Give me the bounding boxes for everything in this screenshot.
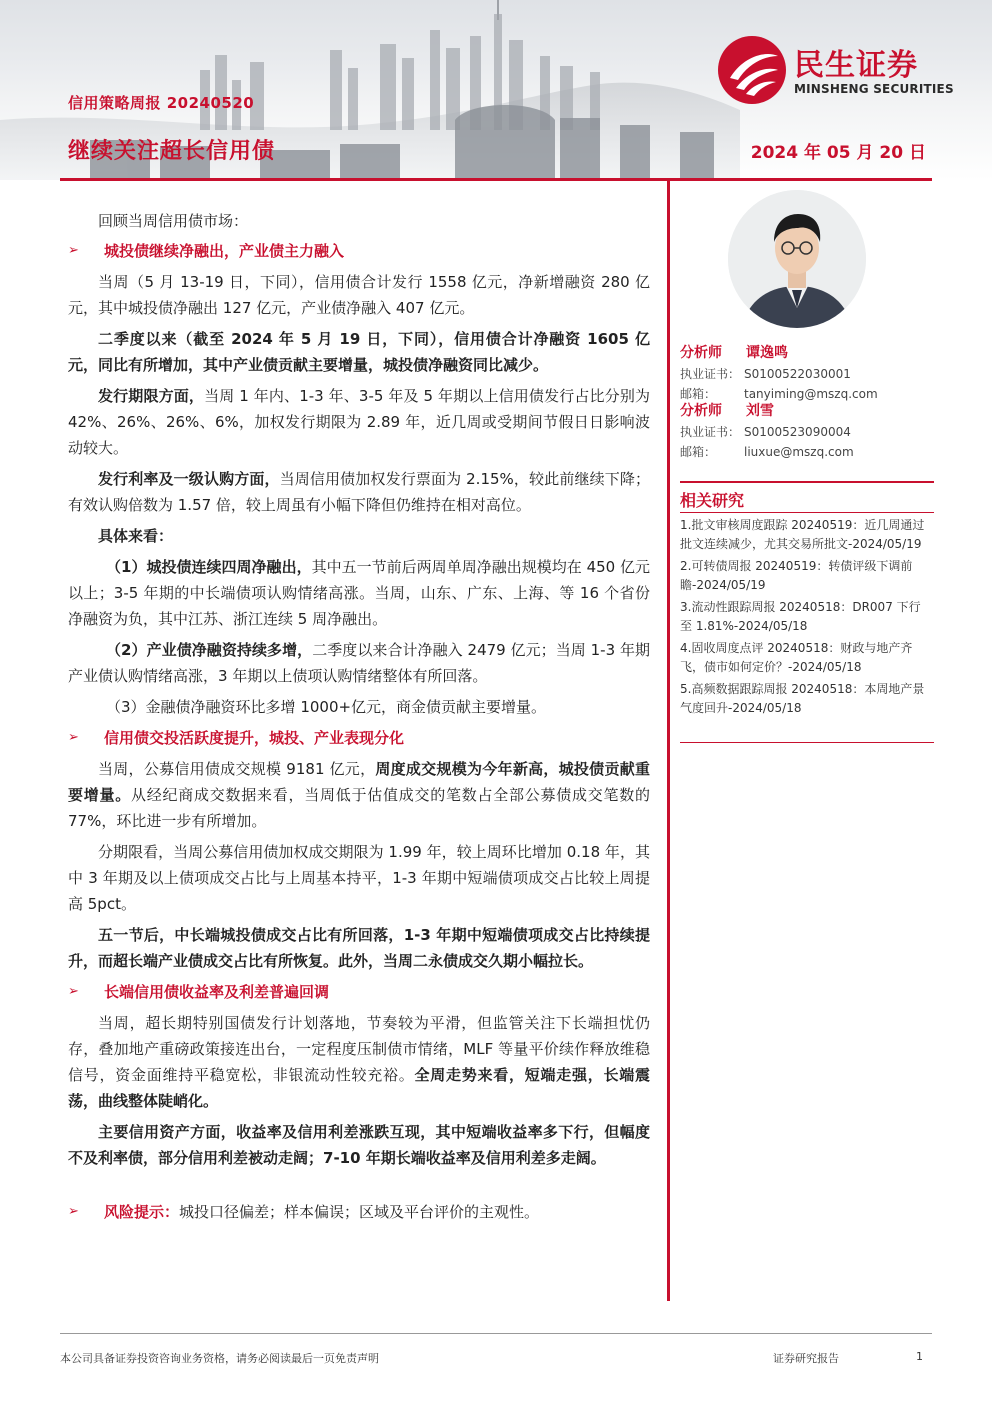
paragraph: （1）城投债连续四周净融出，其中五一节前后两周单周净融出规模均在 450 亿元以上；3-5 年期的中长端债项认购情绪高涨。当周，山东、广东、上海、等 16 个省份净融资为负，其中江苏、浙江连续 5 周净融出。 xyxy=(68,558,650,628)
paragraph: 二季度以来（截至 2024 年 5 月 19 日，下同），信用债合计净融资 1605 亿元，同比有所增加，其中产业债贡献主要增量，城投债净融资同比减少。 xyxy=(68,330,650,374)
section-heading: ➢ 城投债继续净融出，产业债主力融入 xyxy=(68,238,650,264)
paragraph: 当周（5 月 13-19 日，下同），信用债合计发行 1558 亿元，净新增融资 280 亿元，其中城投债净融出 127 亿元，产业债净融入 407 亿元。 xyxy=(68,273,650,317)
list-item[interactable]: 3.流动性跟踪周报 20240518：DR007 下行至 1.81%-2024/05/18 xyxy=(680,600,921,633)
paragraph: 五一节后，中长端城投债成交占比有所回落，1-3 年期中短端债项成交占比持续提升，而超长端产业债成交占比有所恢复。此外，当周二永债成交久期小幅拉长。 xyxy=(68,926,650,970)
paragraph: （3）金融债净融资环比多增 1000+亿元，商金债贡献主要增量。 xyxy=(106,698,547,716)
brand-name-cn: 民生证券 xyxy=(794,48,918,83)
analyst-email[interactable]: tanyiming@mszq.com xyxy=(744,387,878,401)
detail-label: 具体来看： xyxy=(98,527,174,545)
header-rule xyxy=(60,178,932,181)
arrow-bullet-icon: ➢ xyxy=(68,730,79,745)
footer-report-type: 证券研究报告 xyxy=(773,1352,839,1365)
analyst-email[interactable]: liuxue@mszq.com xyxy=(744,445,854,459)
main-content xyxy=(68,208,650,1225)
report-title: 继续关注超长信用债 xyxy=(68,139,276,164)
section-heading: ➢ 长端信用债收益率及利差普遍回调 xyxy=(68,979,650,1005)
paragraph: 发行利率及一级认购方面，当周信用债加权发行票面为 2.15%，较此前继续下降；有效认购倍数为 1.57 倍，较上周虽有小幅下降但仍维持在相对高位。 xyxy=(68,470,650,514)
arrow-bullet-icon: ➢ xyxy=(68,1204,79,1219)
footer-rule xyxy=(60,1333,932,1334)
related-research-title: 相关研究 xyxy=(680,491,745,510)
arrow-bullet-icon: ➢ xyxy=(68,984,79,999)
paragraph: 发行期限方面，当周 1 年内、1-3 年、3-5 年及 5 年期以上信用债发行占比分别为 42%、26%、26%、6%，加权发行期限为 2.89 年，近几周或受期间节假日日影响波动较大。 xyxy=(68,387,650,457)
brand-logo-icon xyxy=(718,36,786,104)
paragraph: 当周，超长期特别国债发行计划落地，节奏较为平滑，但监管关注下长端担忧仍存，叠加地产重磅政策接连出台，一定程度压制债市情绪，MLF 等量平价续作释放维稳信号，资金面维持平稳宽松，非银流动性较充裕。全周走势来看，短端走强，长端震荡，曲线整体陡峭化。 xyxy=(68,1014,650,1110)
list-item[interactable]: 5.高频数据跟踪周报 20240518：本周地产景气度回升-2024/05/18 xyxy=(680,682,925,715)
list-item[interactable]: 4.固收周度点评 20240518：财政与地产齐飞，债市如何定价？-2024/05/18 xyxy=(680,641,913,674)
analyst-cert: S0100522030001 xyxy=(744,367,851,381)
analyst-name: 谭逸鸣 xyxy=(746,345,788,361)
list-item[interactable]: 2.可转债周报 20240519：转债评级下调前瞻-2024/05/19 xyxy=(680,559,913,592)
paragraph: 主要信用资产方面，收益率及信用利差涨跌互现，其中短端收益率多下行，但幅度不及利率债，部分信用利差被动走阔；7-10 年期长端收益率及信用利差多走阔。 xyxy=(68,1123,650,1167)
divider xyxy=(680,742,934,743)
report-header xyxy=(0,0,992,180)
list-item[interactable]: 1.批文审核周度跟踪 20240519：近几周通过批文连续减少，尤其交易所批文-2024/05/19 xyxy=(680,518,925,551)
paragraph: （2）产业债净融资持续多增，二季度以来合计净融入 2479 亿元；当周 1-3 年期产业债认购情绪高涨，3 年期以上债项认购情绪整体有所回落。 xyxy=(68,641,650,685)
review-label: 回顾当周信用债市场： xyxy=(98,212,249,230)
risk-warning: ➢ 风险提示：城投口径偏差；样本偏误；区域及平台评价的主观性。 xyxy=(68,1199,650,1225)
footer-disclaimer: 本公司具备证券投资咨询业务资格，请务必阅读最后一页免责声明 xyxy=(60,1352,379,1365)
analyst-card: 分析师 谭逸鸣 执业证书： S0100522030001 邮箱： tanyiming@mszq.com xyxy=(680,342,932,404)
related-research-list xyxy=(680,516,932,721)
paragraph: 当周，公募信用债成交规模 9181 亿元，周度成交规模为今年新高，城投债贡献重要增量。从经纪商成交数据来看，当周低于估值成交的笔数占全部公募债成交笔数的 77%，环比进一步有所增加。 xyxy=(68,760,650,830)
divider xyxy=(680,512,934,513)
analyst-name: 刘雪 xyxy=(746,403,774,419)
page-number: 1 xyxy=(916,1350,923,1363)
analyst-cert: S0100523090004 xyxy=(744,425,851,439)
report-date: 2024 年 05 月 20 日 xyxy=(750,143,926,163)
column-divider xyxy=(667,181,670,1301)
brand-logo xyxy=(718,36,968,106)
analyst-card: 分析师 刘雪 执业证书： S0100523090004 邮箱： liuxue@mszq.com xyxy=(680,400,932,462)
arrow-bullet-icon: ➢ xyxy=(68,243,79,258)
analyst-photo xyxy=(728,190,866,328)
divider xyxy=(680,481,934,483)
section-heading: ➢ 信用债交投活跃度提升，城投、产业表现分化 xyxy=(68,725,650,751)
report-series: 信用策略周报 20240520 xyxy=(68,94,255,112)
brand-name-en: MINSHENG SECURITIES xyxy=(794,82,954,96)
paragraph: 分期限看，当周公募信用债加权成交期限为 1.99 年，较上周环比增加 0.18 年，其中 3 年期及以上债项成交占比与上周基本持平，1-3 年期中短端债项成交占比较上周提高 5pct。 xyxy=(68,843,650,913)
